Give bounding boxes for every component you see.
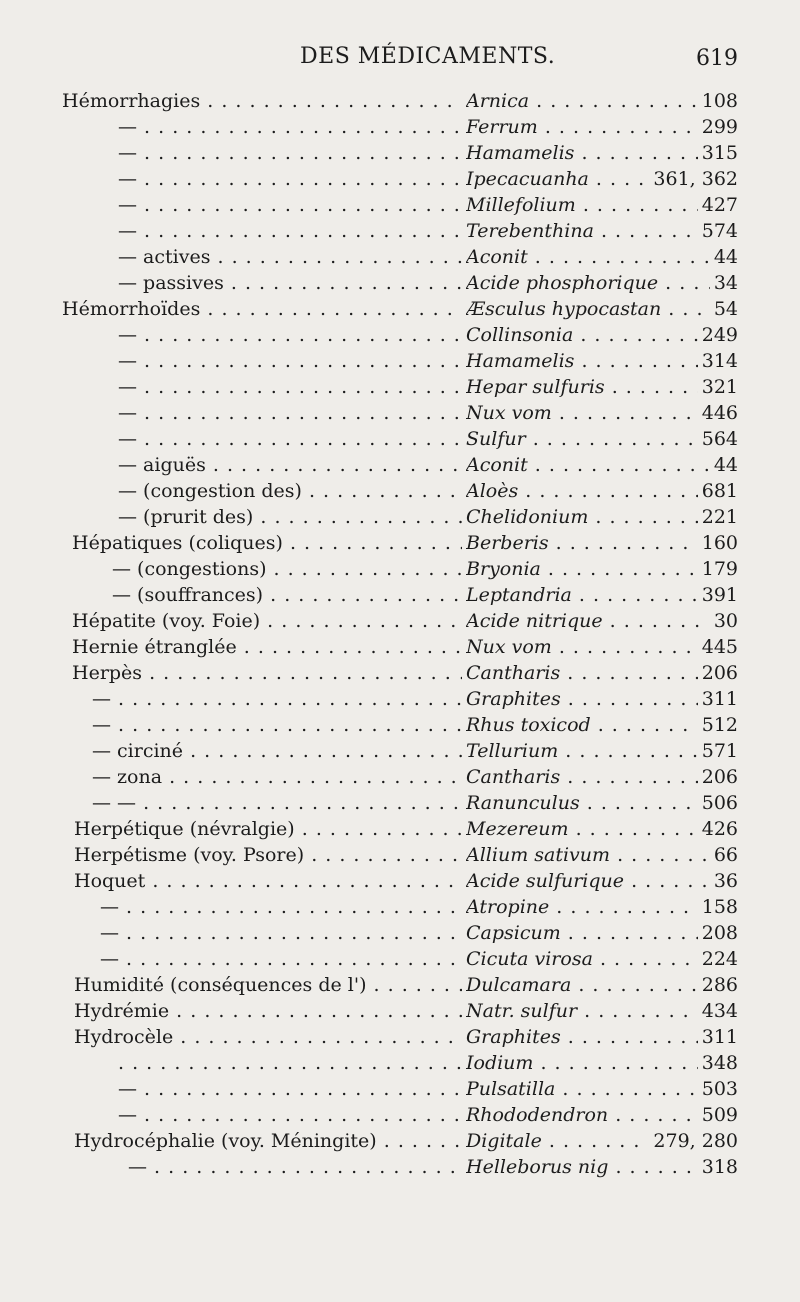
index-entry: [0, 114, 800, 140]
entry-page-ref: 506: [698, 790, 738, 816]
entry-term: — . . .: [118, 166, 462, 192]
entry-remedy: Ferrum . . .: [466, 114, 736, 140]
entry-term: — . . .: [118, 322, 462, 348]
entry-remedy: Millefolium . . .: [466, 192, 736, 218]
entry-term: Hydrémie . . .: [74, 998, 462, 1024]
entry-term: Hernie étranglée . . .: [72, 634, 462, 660]
entry-term: — . . .: [92, 712, 462, 738]
entry-remedy: Nux vom . . .: [466, 400, 736, 426]
entry-term: Herpétique (névralgie) . . .: [74, 816, 462, 842]
entry-remedy: Aconit . . .: [466, 244, 736, 270]
entry-page-ref: 434: [698, 998, 738, 1024]
entry-remedy: Aconit . . .: [466, 452, 736, 478]
entry-remedy: Allium sativum . . .: [466, 842, 736, 868]
entry-remedy: Leptandria . . .: [466, 582, 736, 608]
entry-term: [118, 1050, 462, 1076]
index-entry: [0, 764, 800, 790]
index-entry: [0, 426, 800, 452]
index-entry: [0, 634, 800, 660]
entry-remedy: Iodium . . .: [466, 1050, 736, 1076]
page-header: [0, 44, 800, 78]
entry-term: — (congestions) . . .: [112, 556, 462, 582]
entry-remedy: Cantharis . . .: [466, 764, 736, 790]
entry-remedy: Berberis . . .: [466, 530, 736, 556]
index-entry: [0, 1128, 800, 1154]
entry-term: — . . .: [100, 894, 462, 920]
entry-page-ref: 512: [698, 712, 738, 738]
entry-page-ref: 44: [710, 244, 738, 270]
entry-term: — . . .: [118, 348, 462, 374]
index-entry: [0, 894, 800, 920]
entry-remedy: Bryonia . . .: [466, 556, 736, 582]
index-entry: [0, 296, 800, 322]
entry-page-ref: 158: [698, 894, 738, 920]
entry-remedy: Cicuta virosa . . .: [466, 946, 736, 972]
entry-remedy: Sulfur . . .: [466, 426, 736, 452]
index-entry: [0, 1154, 800, 1180]
entry-remedy: Helleborus nig . . .: [466, 1154, 736, 1180]
entry-remedy: Mezereum . . .: [466, 816, 736, 842]
entry-term: Hydrocéphalie (voy. Méningite) . . .: [74, 1128, 462, 1154]
entry-term: Hépatiques (coliques) . . .: [72, 530, 462, 556]
index-entry: [0, 660, 800, 686]
index-entry: [0, 244, 800, 270]
entry-remedy: Arnica . . .: [466, 88, 736, 114]
entry-term: — (congestion des) . . .: [118, 478, 462, 504]
entry-page-ref: 249: [698, 322, 738, 348]
entry-remedy: Ipecacuanha . . .: [466, 166, 736, 192]
entry-remedy: Rhus toxicod . . .: [466, 712, 736, 738]
entry-remedy: Graphites . . .: [466, 686, 736, 712]
entry-remedy: Æsculus hypocastan . . .: [466, 296, 736, 322]
index-entry: [0, 374, 800, 400]
entry-term: — . . .: [118, 374, 462, 400]
index-entry: [0, 322, 800, 348]
entry-page-ref: 179: [698, 556, 738, 582]
index-entry: [0, 998, 800, 1024]
entry-page-ref: 318: [698, 1154, 738, 1180]
index-entry: [0, 348, 800, 374]
entry-term: — . . .: [118, 218, 462, 244]
entry-remedy: Chelidonium . . .: [466, 504, 736, 530]
index-entry: [0, 738, 800, 764]
entry-term: Hydrocèle . . .: [74, 1024, 462, 1050]
entry-remedy: Acide phosphorique . . .: [466, 270, 736, 296]
entry-page-ref: 44: [710, 452, 738, 478]
entry-term: — . . .: [92, 686, 462, 712]
index-entry: [0, 556, 800, 582]
index-entry: [0, 946, 800, 972]
entry-remedy: Ranunculus . . .: [466, 790, 736, 816]
entry-term: Hépatite (voy. Foie) . . .: [72, 608, 462, 634]
index-entry: [0, 1102, 800, 1128]
index-entry: [0, 920, 800, 946]
entry-page-ref: 30: [710, 608, 738, 634]
entry-page-ref: 315: [698, 140, 738, 166]
index-entry: [0, 816, 800, 842]
entry-page-ref: 509: [698, 1102, 738, 1128]
entry-page-ref: 206: [698, 660, 738, 686]
page-number: 619: [696, 46, 738, 71]
entry-term: — aiguës . . .: [118, 452, 462, 478]
index-entry: [0, 400, 800, 426]
entry-page-ref: 503: [698, 1076, 738, 1102]
entry-page-ref: 206: [698, 764, 738, 790]
entry-term: Hoquet . . .: [74, 868, 462, 894]
index-entry: [0, 478, 800, 504]
entry-page-ref: 681: [698, 478, 738, 504]
entry-page-ref: 564: [698, 426, 738, 452]
entry-page-ref: 36: [710, 868, 738, 894]
entry-page-ref: 160: [698, 530, 738, 556]
entry-remedy: Cantharis . . .: [466, 660, 736, 686]
index-entry: [0, 504, 800, 530]
entry-term: — . . .: [118, 400, 462, 426]
entry-term: — — . . .: [92, 790, 462, 816]
index-entry: [0, 790, 800, 816]
index-entries: [0, 88, 800, 1180]
entry-remedy: Graphites . . .: [466, 1024, 736, 1050]
entry-remedy: Natr. sulfur . . .: [466, 998, 736, 1024]
index-entry: [0, 972, 800, 998]
entry-page-ref: 311: [698, 686, 738, 712]
index-entry: [0, 452, 800, 478]
index-entry: [0, 608, 800, 634]
index-entry: [0, 218, 800, 244]
entry-page-ref: 571: [698, 738, 738, 764]
index-entry: [0, 1076, 800, 1102]
entry-remedy: Acide sulfurique . . .: [466, 868, 736, 894]
entry-remedy: Hepar sulfuris . . .: [466, 374, 736, 400]
entry-page-ref: 221: [698, 504, 738, 530]
index-entry: [0, 842, 800, 868]
entry-page-ref: 391: [698, 582, 738, 608]
index-entry: [0, 868, 800, 894]
entry-term: — (prurit des) . . .: [118, 504, 462, 530]
entry-term: — . . .: [118, 192, 462, 218]
entry-page-ref: 427: [698, 192, 738, 218]
entry-remedy: Capsicum . . .: [466, 920, 736, 946]
entry-remedy: Collinsonia . . .: [466, 322, 736, 348]
entry-page-ref: 426: [698, 816, 738, 842]
entry-term: — (souffrances) . . .: [112, 582, 462, 608]
entry-page-ref: 108: [698, 88, 738, 114]
entry-term: — . . .: [100, 920, 462, 946]
entry-page-ref: 574: [698, 218, 738, 244]
entry-page-ref: 54: [710, 296, 738, 322]
entry-term: — zona . . .: [92, 764, 462, 790]
entry-page-ref: 321: [698, 374, 738, 400]
entry-remedy: Acide nitrique . . .: [466, 608, 736, 634]
index-entry: [0, 712, 800, 738]
index-entry: [0, 140, 800, 166]
entry-page-ref: 299: [698, 114, 738, 140]
entry-remedy: Atropine . . .: [466, 894, 736, 920]
entry-page-ref: 361, 362: [649, 166, 738, 192]
index-entry: [0, 166, 800, 192]
entry-term: — . . .: [100, 946, 462, 972]
entry-page-ref: 311: [698, 1024, 738, 1050]
entry-page-ref: 314: [698, 348, 738, 374]
entry-remedy: Digitale . . .: [466, 1128, 736, 1154]
index-entry: [0, 1024, 800, 1050]
entry-term: — . . .: [128, 1154, 462, 1180]
index-entry: [0, 686, 800, 712]
entry-term: — . . .: [118, 1076, 462, 1102]
index-entry: [0, 1050, 800, 1076]
entry-page-ref: 66: [710, 842, 738, 868]
entry-remedy: Nux vom . . .: [466, 634, 736, 660]
entry-remedy: Hamamelis . . .: [466, 348, 736, 374]
entry-remedy: Dulcamara . . .: [466, 972, 736, 998]
entry-remedy: Terebenthina . . .: [466, 218, 736, 244]
entry-page-ref: 208: [698, 920, 738, 946]
index-entry: [0, 270, 800, 296]
entry-term: — passives . . .: [118, 270, 462, 296]
entry-term: Herpétisme (voy. Psore) . . .: [74, 842, 462, 868]
index-entry: [0, 530, 800, 556]
entry-page-ref: 279, 280: [649, 1128, 738, 1154]
index-entry: [0, 88, 800, 114]
entry-term: — . . .: [118, 426, 462, 452]
index-entry: [0, 192, 800, 218]
entry-page-ref: 446: [698, 400, 738, 426]
entry-term: — . . .: [118, 140, 462, 166]
entry-page-ref: 445: [698, 634, 738, 660]
entry-remedy: Tellurium . . .: [466, 738, 736, 764]
entry-term: — . . .: [118, 114, 462, 140]
entry-remedy: Hamamelis . . .: [466, 140, 736, 166]
entry-term: — actives . . .: [118, 244, 462, 270]
entry-remedy: Pulsatilla . . .: [466, 1076, 736, 1102]
entry-term: Herpès . . .: [72, 660, 462, 686]
entry-term: — . . .: [118, 1102, 462, 1128]
entry-remedy: Aloès . . .: [466, 478, 736, 504]
entry-term: Hémorrhagies . . .: [62, 88, 462, 114]
entry-page-ref: 34: [710, 270, 738, 296]
running-title: DES MÉDICAMENTS.: [300, 44, 556, 69]
entry-term: Humidité (conséquences de l') . . .: [74, 972, 462, 998]
entry-term: — circiné . . .: [92, 738, 462, 764]
entry-page-ref: 286: [698, 972, 738, 998]
entry-term: Hémorrhoïdes . . .: [62, 296, 462, 322]
entry-page-ref: 224: [698, 946, 738, 972]
entry-page-ref: 348: [698, 1050, 738, 1076]
entry-remedy: Rhododendron . . .: [466, 1102, 736, 1128]
index-entry: [0, 582, 800, 608]
